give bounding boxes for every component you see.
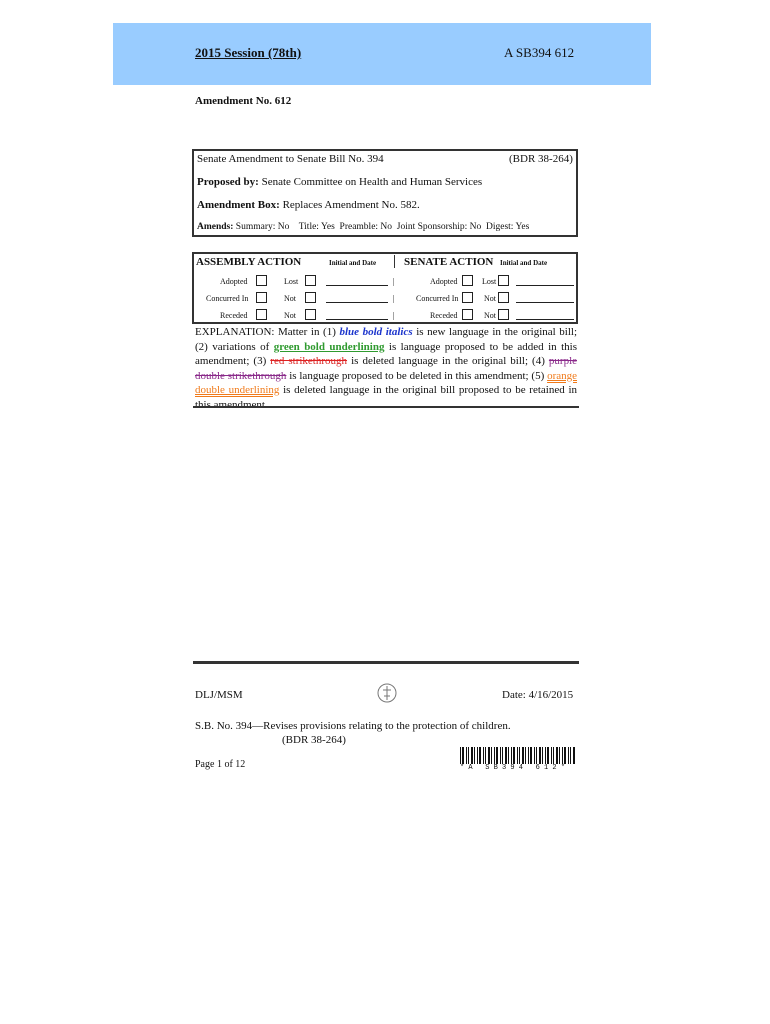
assembly-lost-label: Lost bbox=[284, 277, 299, 286]
senate-action-heading: SENATE ACTION bbox=[404, 256, 494, 268]
assembly-lost-checkbox[interactable] bbox=[305, 275, 316, 286]
green-sample: green bold underlining bbox=[273, 340, 385, 353]
proposed-by bbox=[197, 176, 482, 188]
senate-not-checkbox[interactable] bbox=[498, 292, 509, 303]
senate-concurred-checkbox[interactable] bbox=[462, 292, 473, 303]
assembly-receded-checkbox[interactable] bbox=[256, 309, 267, 320]
assembly-adopted-label: Adopted bbox=[220, 277, 248, 286]
assembly-not-checkbox[interactable] bbox=[305, 309, 316, 320]
senate-adopted-label: Adopted bbox=[430, 277, 458, 286]
amendment-date: Date: 4/16/2015 bbox=[502, 689, 574, 701]
amendment-title: Senate Amendment to Senate Bill No. 394 bbox=[197, 153, 384, 165]
senate-signature-line bbox=[516, 302, 574, 303]
explanation-text: is deleted language in the original bill; (4) bbox=[347, 355, 549, 367]
senate-concurred-label: Concurred In bbox=[416, 294, 459, 303]
explanation-text: is language proposed to be deleted in this amendment; (5) bbox=[286, 369, 548, 382]
assembly-not-label: Not bbox=[284, 311, 296, 320]
session-title: 2015 Session (78th) bbox=[195, 45, 302, 60]
proposed-label: Proposed by: bbox=[197, 176, 259, 188]
purple-sample: purple double strikethrough bbox=[195, 355, 578, 382]
explanation-text: is language proposed to be added in this amendment; (3) bbox=[195, 340, 577, 367]
amendment-info-box bbox=[192, 149, 578, 237]
senate-not-checkbox[interactable] bbox=[498, 309, 509, 320]
assembly-not-checkbox[interactable] bbox=[305, 292, 316, 303]
action-box bbox=[192, 252, 578, 324]
pipe: | bbox=[393, 311, 395, 320]
senate-lost-checkbox[interactable] bbox=[498, 275, 509, 286]
senate-not-label: Not bbox=[484, 294, 496, 303]
assembly-concurred-checkbox[interactable] bbox=[256, 292, 267, 303]
page-number: Page 1 of 12 bbox=[195, 759, 246, 770]
senate-adopted-checkbox[interactable] bbox=[462, 275, 473, 286]
amends-row bbox=[197, 222, 529, 232]
explanation-text: EXPLANATION: Matter in (1) bbox=[195, 326, 340, 338]
pipe: | bbox=[393, 294, 395, 303]
senate-receded-label: Receded bbox=[430, 311, 458, 320]
assembly-signature-line bbox=[326, 319, 388, 320]
footer-rule bbox=[193, 661, 579, 664]
pipe: | bbox=[393, 277, 395, 286]
senate-receded-checkbox[interactable] bbox=[462, 309, 473, 320]
assembly-signature-line bbox=[326, 302, 388, 303]
explanation-text: is deleted language in the original bill proposed to be retained in this amendment. bbox=[195, 384, 578, 411]
amendbox-label: Amendment Box: bbox=[197, 199, 280, 211]
bill-bdr: (BDR 38-264) bbox=[282, 734, 346, 746]
barcode-text: * A S B 3 9 4 6 1 2 * bbox=[460, 764, 566, 772]
senate-signature-line bbox=[516, 285, 574, 286]
bill-id: A SB394 612 bbox=[504, 45, 575, 60]
blue-sample: blue bold italics bbox=[339, 326, 413, 338]
explanation-rule bbox=[193, 406, 579, 408]
explanation bbox=[195, 325, 577, 412]
assembly-not-label: Not bbox=[284, 294, 296, 303]
amendbox-value: Replaces Amendment No. 582. bbox=[282, 199, 420, 211]
amends-label: Amends: bbox=[197, 222, 234, 232]
assembly-adopted-checkbox[interactable] bbox=[256, 275, 267, 286]
orange-sample: orange double underlining bbox=[195, 369, 577, 396]
senate-not-label: Not bbox=[484, 311, 496, 320]
assembly-concurred-label: Concurred In bbox=[206, 294, 249, 303]
bill-summary: S.B. No. 394—Revises provisions relating to the protection of children. bbox=[195, 720, 511, 732]
senate-signature-line bbox=[516, 319, 574, 320]
senate-lost-label: Lost bbox=[482, 277, 497, 286]
amendment-box bbox=[197, 199, 420, 211]
amendment-number: Amendment No. 612 bbox=[195, 95, 292, 107]
assembly-initial-date: Initial and Date bbox=[329, 259, 377, 267]
seal-icon bbox=[376, 681, 398, 705]
red-sample: red strikethrough bbox=[270, 355, 348, 367]
divider bbox=[394, 255, 395, 268]
senate-initial-date: Initial and Date bbox=[500, 259, 548, 267]
assembly-action-heading: ASSEMBLY ACTION bbox=[196, 256, 302, 268]
explanation-text: is new language in the original bill; (2) variations of bbox=[195, 326, 577, 353]
bdr-number: (BDR 38-264) bbox=[509, 153, 573, 165]
assembly-receded-label: Receded bbox=[220, 311, 248, 320]
drafter-initials: DLJ/MSM bbox=[195, 689, 243, 701]
amends-value: Summary: No Title: Yes Preamble: No Joint Sponsorship: No Digest: Yes bbox=[235, 222, 530, 232]
assembly-signature-line bbox=[326, 285, 388, 286]
barcode-icon bbox=[460, 747, 576, 764]
proposed-value: Senate Committee on Health and Human Services bbox=[261, 176, 483, 188]
